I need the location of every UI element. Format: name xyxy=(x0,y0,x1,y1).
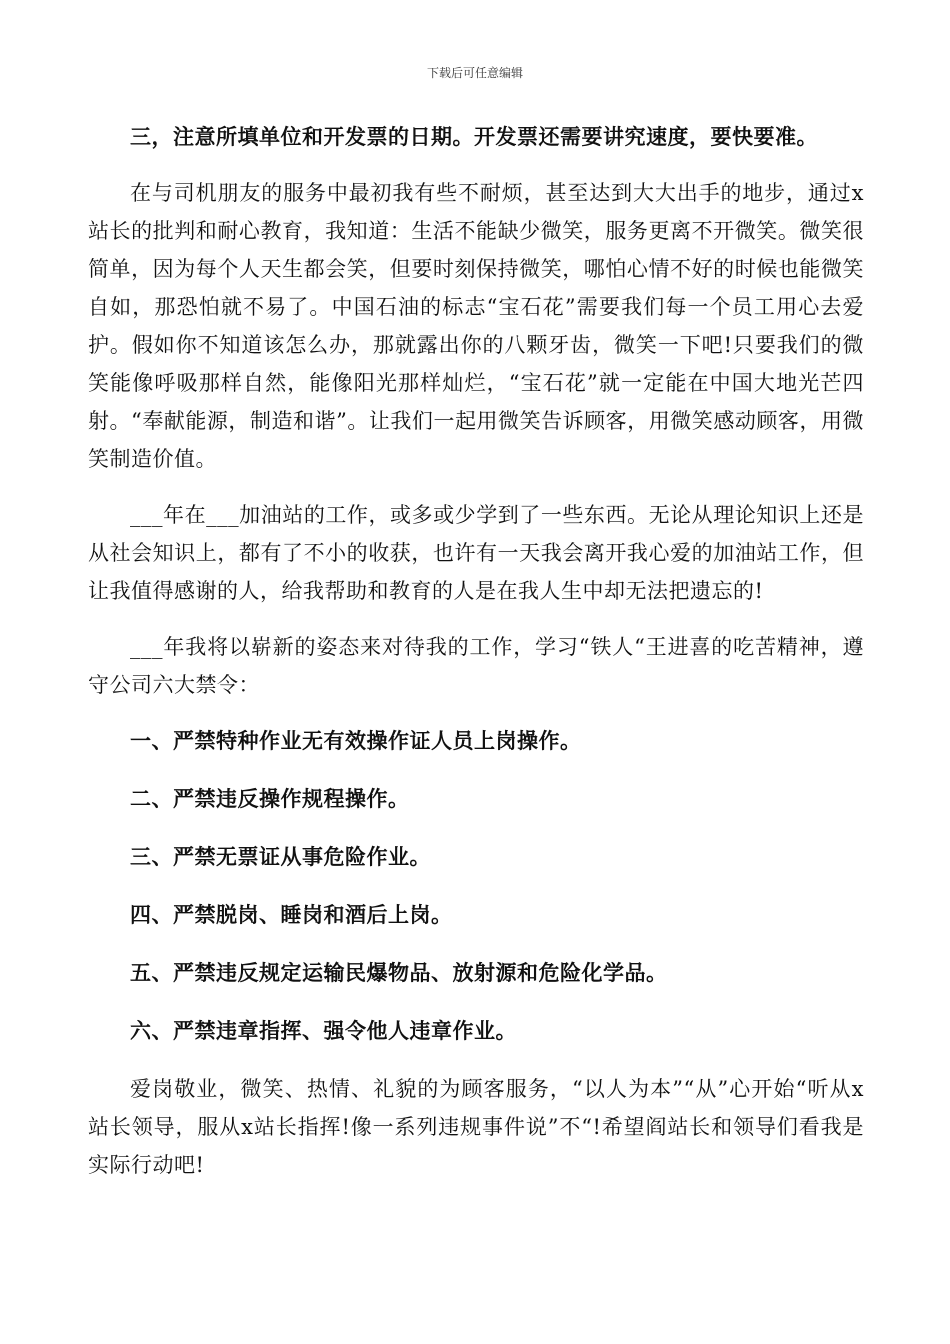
section-heading: 三，注意所填单位和开发票的日期。开发票还需要讲究速度，要快要准。 xyxy=(130,124,818,149)
paragraph-new-year-plan: ___年我将以崭新的姿态来对待我的工作，学习“铁人“王进喜的吃苦精神，遵守公司六大禁令： xyxy=(88,635,864,697)
page-header-note: 下载后可任意编辑 xyxy=(426,66,523,80)
rule-item-2: 二、严禁违反操作规程操作。 xyxy=(130,786,410,811)
rule-item-4: 四、严禁脱岗、睡岗和酒后上岗。 xyxy=(130,902,453,927)
paragraph-work-reflection: ___年在___加油站的工作，或多或少学到了一些东西。无论从理论知识上还是从社会知识上，都有了不小的收获，也许有一天我会离开我心爱的加油站工作，但让我值得感谢的人，给我帮助和教育的人是在我人生中却无法把遗忘的! xyxy=(88,503,864,603)
document-body xyxy=(88,118,864,1184)
rule-item-5: 五、严禁违反规定运输民爆物品、放射源和危险化学品。 xyxy=(130,960,668,985)
paragraph-smile-service: 在与司机朋友的服务中最初我有些不耐烦，甚至达到大大出手的地步，通过x站长的批判和耐心教育，我知道：生活不能缺少微笑，服务更离不开微笑。微笑很简单，因为每个人天生都会笑，但要时刻保持微笑，哪怕心情不好的时候也能微笑自如，那恐怕就不易了。中国石油的标志“宝石花”需要我们每一个员工用心去爱护。假如你不知道该怎么办，那就露出你的八颗牙齿，微笑一下吧!只要我们的微笑能像呼吸那样自然，能像阳光那样灿烂，“宝石花”就一定能在中国大地光芒四射。“奉献能源，制造和谐”。让我们一起用微笑告诉顾客，用微笑感动顾客，用微笑制造价值。 xyxy=(88,181,864,471)
paragraph-closing: 爱岗敬业，微笑、热情、礼貌的为顾客服务，“以人为本”“从”心开始“听从x站长领导，服从x站长指挥!像一系列违规事件说”不“!希望阎站长和领导们看我是实际行动吧! xyxy=(88,1077,864,1177)
rule-item-1: 一、严禁特种作业无有效操作证人员上岗操作。 xyxy=(130,728,582,753)
rule-item-3: 三、严禁无票证从事危险作业。 xyxy=(130,844,431,869)
rule-item-6: 六、严禁违章指挥、强令他人违章作业。 xyxy=(130,1018,517,1043)
